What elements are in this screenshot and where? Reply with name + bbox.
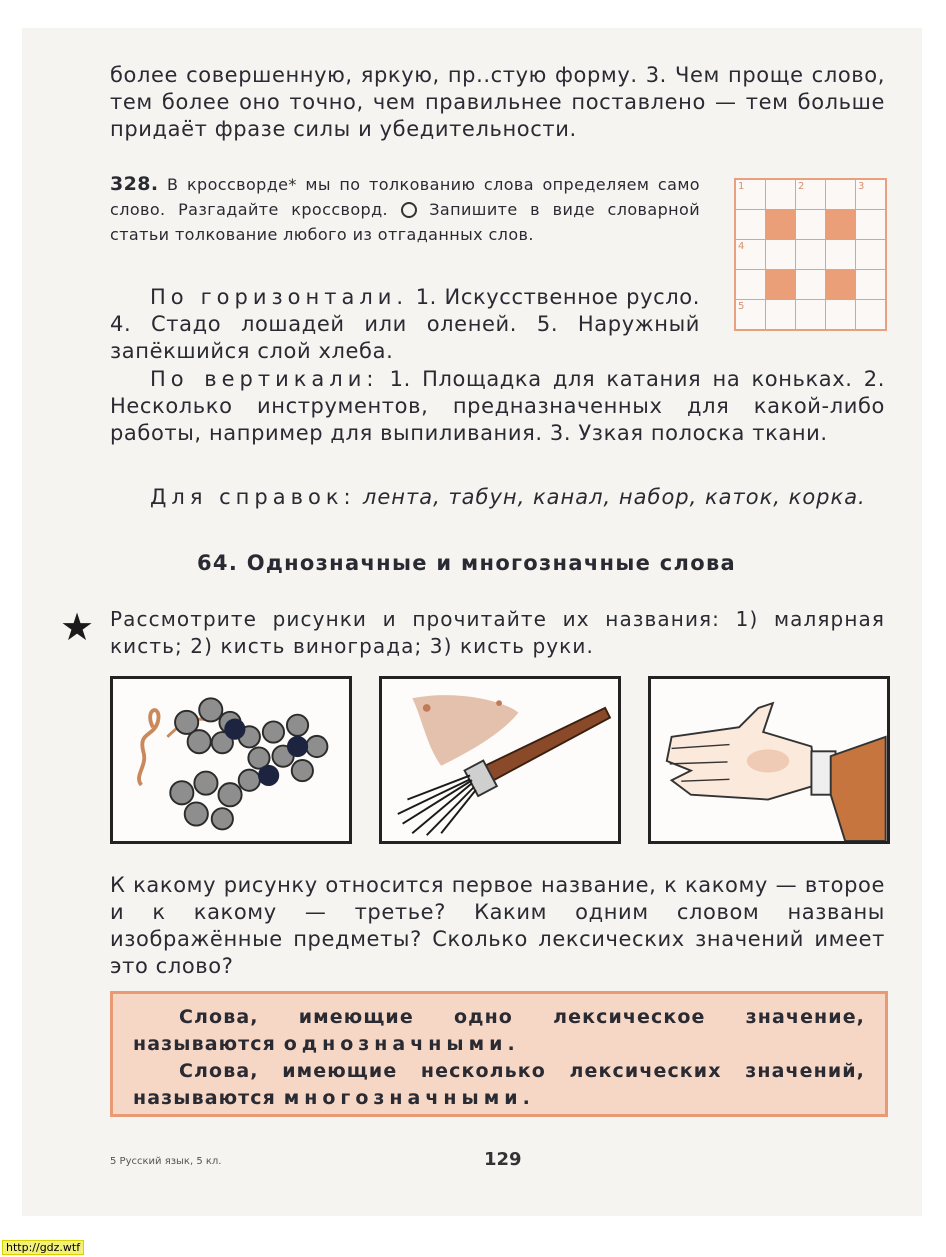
crossword-cell bbox=[856, 210, 887, 240]
page-number: 129 bbox=[484, 1149, 522, 1170]
horizontal-clues bbox=[110, 284, 700, 365]
crossword-cell: 3 bbox=[856, 179, 887, 210]
crossword-cell bbox=[856, 240, 887, 270]
crossword-cell bbox=[766, 300, 796, 331]
reference-words: лента, табун, канал, набор, каток, корка. bbox=[362, 485, 866, 509]
crossword-cell bbox=[856, 270, 887, 300]
crossword-cell: 2 bbox=[796, 179, 826, 210]
circle-icon bbox=[401, 202, 417, 218]
rule-box bbox=[110, 991, 888, 1117]
crossword-grid bbox=[734, 178, 887, 331]
crossword-cell bbox=[826, 240, 856, 270]
paint-brush-picture bbox=[379, 676, 621, 844]
rule-line-1 bbox=[133, 1004, 865, 1058]
crossword-cell-filled bbox=[826, 210, 856, 240]
grapes-picture bbox=[110, 676, 352, 844]
section-questions: К какому рисунку относится первое название, к какому — второе и к какому — третье? Каким одним словом названы изображённые предметы? Сколько лексических значений имеет это слово? bbox=[110, 873, 885, 978]
vertical-clues bbox=[110, 366, 885, 447]
crossword-cell: 1 bbox=[735, 179, 766, 210]
crossword-cell bbox=[826, 179, 856, 210]
continued-paragraph: более совершенную, яркую, пр..стую форму. 3. Чем проще слово, тем более оно точно, чем правильнее поставлено — тем больше придаёт фразе силы и убедительности. bbox=[110, 63, 885, 141]
horizontal-text: 1. Искусственное русло. 4. Стадо лошадей или оленей. 5. Наружный запёкшийся слой хлеба. bbox=[110, 285, 701, 363]
exercise-328-instructions bbox=[110, 172, 700, 247]
crossword-cell-filled bbox=[826, 270, 856, 300]
horizontal-label: По горизонтали. bbox=[150, 285, 409, 309]
reference-words-line bbox=[110, 484, 885, 511]
section-heading: 64. Однозначные и многозначные слова bbox=[197, 551, 737, 575]
grapes-illustration bbox=[113, 679, 349, 841]
crossword-cell bbox=[856, 300, 887, 331]
crossword-cell bbox=[796, 270, 826, 300]
rule-term-2: многозначными. bbox=[283, 1087, 535, 1109]
crossword-cell bbox=[796, 300, 826, 331]
hand-illustration bbox=[651, 679, 887, 841]
vertical-text: 1. Площадка для катания на коньках. 2. Несколько инструментов, предназначенных для какой-либо работы, например для выпиливания. 3. Узкая полоска ткани. bbox=[110, 367, 886, 445]
crossword-cell-filled bbox=[766, 210, 796, 240]
textbook-page bbox=[22, 28, 922, 1216]
rule-line-2-text: Слова, имеющие несколько лексических значений, называются bbox=[133, 1060, 865, 1109]
paint-brush-illustration bbox=[382, 679, 618, 841]
crossword-cell bbox=[766, 240, 796, 270]
exercise-text-a: В кроссворде* мы по толкованию слова определяем само слово. Разгадайте кроссворд. bbox=[110, 175, 700, 219]
crossword-cell bbox=[826, 300, 856, 331]
crossword-cell: 5 bbox=[735, 300, 766, 331]
rule-line-1-text: Слова, имеющие одно лексическое значение, называются bbox=[133, 1006, 865, 1055]
crossword-cell bbox=[796, 240, 826, 270]
footer-signature: 5 Русский язык, 5 кл. bbox=[110, 1156, 222, 1167]
watermark-link[interactable]: http://gdz.wtf bbox=[2, 1240, 84, 1255]
hand-picture bbox=[648, 676, 890, 844]
section-intro: Рассмотрите рисунки и прочитайте их названия: 1) малярная кисть; 2) кисть винограда; 3) кисть руки. bbox=[110, 607, 885, 658]
crossword-cell bbox=[796, 210, 826, 240]
rule-term-1: однозначными. bbox=[283, 1033, 520, 1055]
exercise-number: 328. bbox=[110, 173, 159, 195]
vertical-label: По вертикали: bbox=[150, 367, 379, 391]
star-icon: ★ bbox=[60, 605, 95, 649]
reference-label: Для справок: bbox=[150, 485, 356, 509]
exercise-text-b: Запишите в виде словарной статьи толкование любого из отгаданных слов. bbox=[110, 200, 700, 244]
crossword-cell bbox=[735, 210, 766, 240]
crossword-cell: 4 bbox=[735, 240, 766, 270]
crossword-cell bbox=[735, 270, 766, 300]
crossword-cell-filled bbox=[766, 270, 796, 300]
rule-line-2 bbox=[133, 1058, 865, 1112]
crossword-cell bbox=[766, 179, 796, 210]
